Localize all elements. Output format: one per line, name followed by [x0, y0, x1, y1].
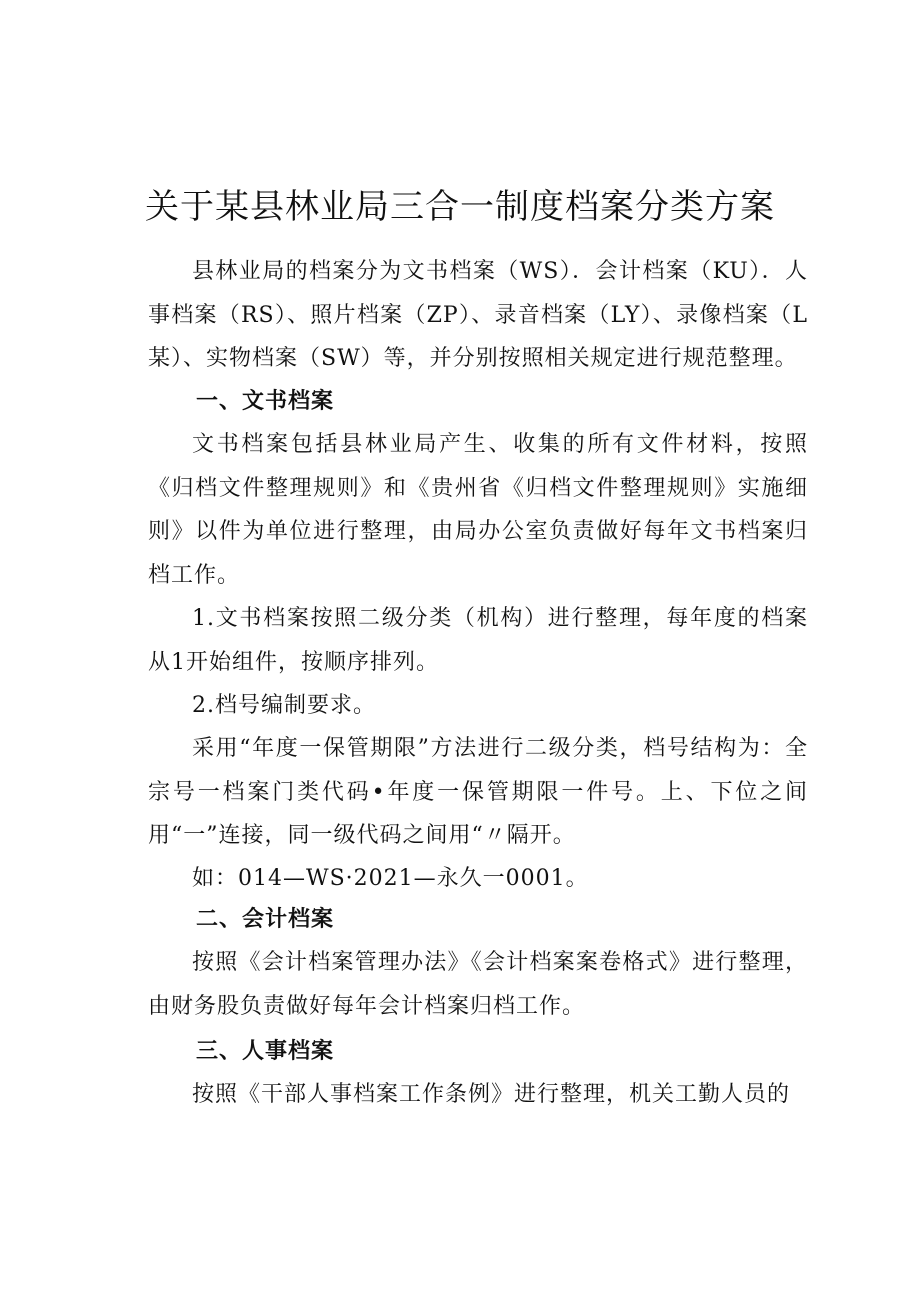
section2-paragraph: 按照《会计档案管理办法》《会计档案案卷格式》进行整理，由财务股负责做好每年会计档案归档工作。 [148, 950, 808, 1019]
section1-example: 如：014—WS·2021—永久一0001。 [192, 866, 589, 891]
section1-archive-number-rule: 采用“年度一保管期限”方法进行二级分类，档号结构为：全宗号一档案门类代码•年度一保管期限一件号。上、下位之间用“一”连接，同一级代码之间用“〃隔开。 [148, 736, 808, 848]
section1-item-2: 2.档号编制要求。 [192, 693, 376, 718]
section-heading-documents: 一、文书档案 [196, 389, 335, 414]
section1-item-1: 1.文书档案按照二级分类（机构）进行整理，每年度的档案从1开始组件，按顺序排列。 [148, 606, 808, 675]
section1-paragraph: 文书档案包括县林业局产生、收集的所有文件材料，按照《归档文件整理规则》和《贵州省《归档文件整理规则》实施细则》以件为单位进行整理，由局办公室负责做好每年文书档案归档工作。 [148, 432, 808, 588]
section-heading-personnel: 三、人事档案 [196, 1039, 335, 1064]
document-title: 关于某县林业局三合一制度档案分类方案 [145, 186, 775, 227]
intro-paragraph: 县林业局的档案分为文书档案（WS）．会计档案（KU）．人事档案（RS）、照片档案（ZP）、录音档案（LY）、录像档案（L某）、实物档案（SW）等，并分别按照相关规定进行规范整理。 [148, 259, 808, 371]
section3-paragraph: 按照《干部人事档案工作条例》进行整理，机关工勤人员的 [192, 1082, 791, 1107]
section-heading-accounting: 二、会计档案 [196, 907, 335, 932]
